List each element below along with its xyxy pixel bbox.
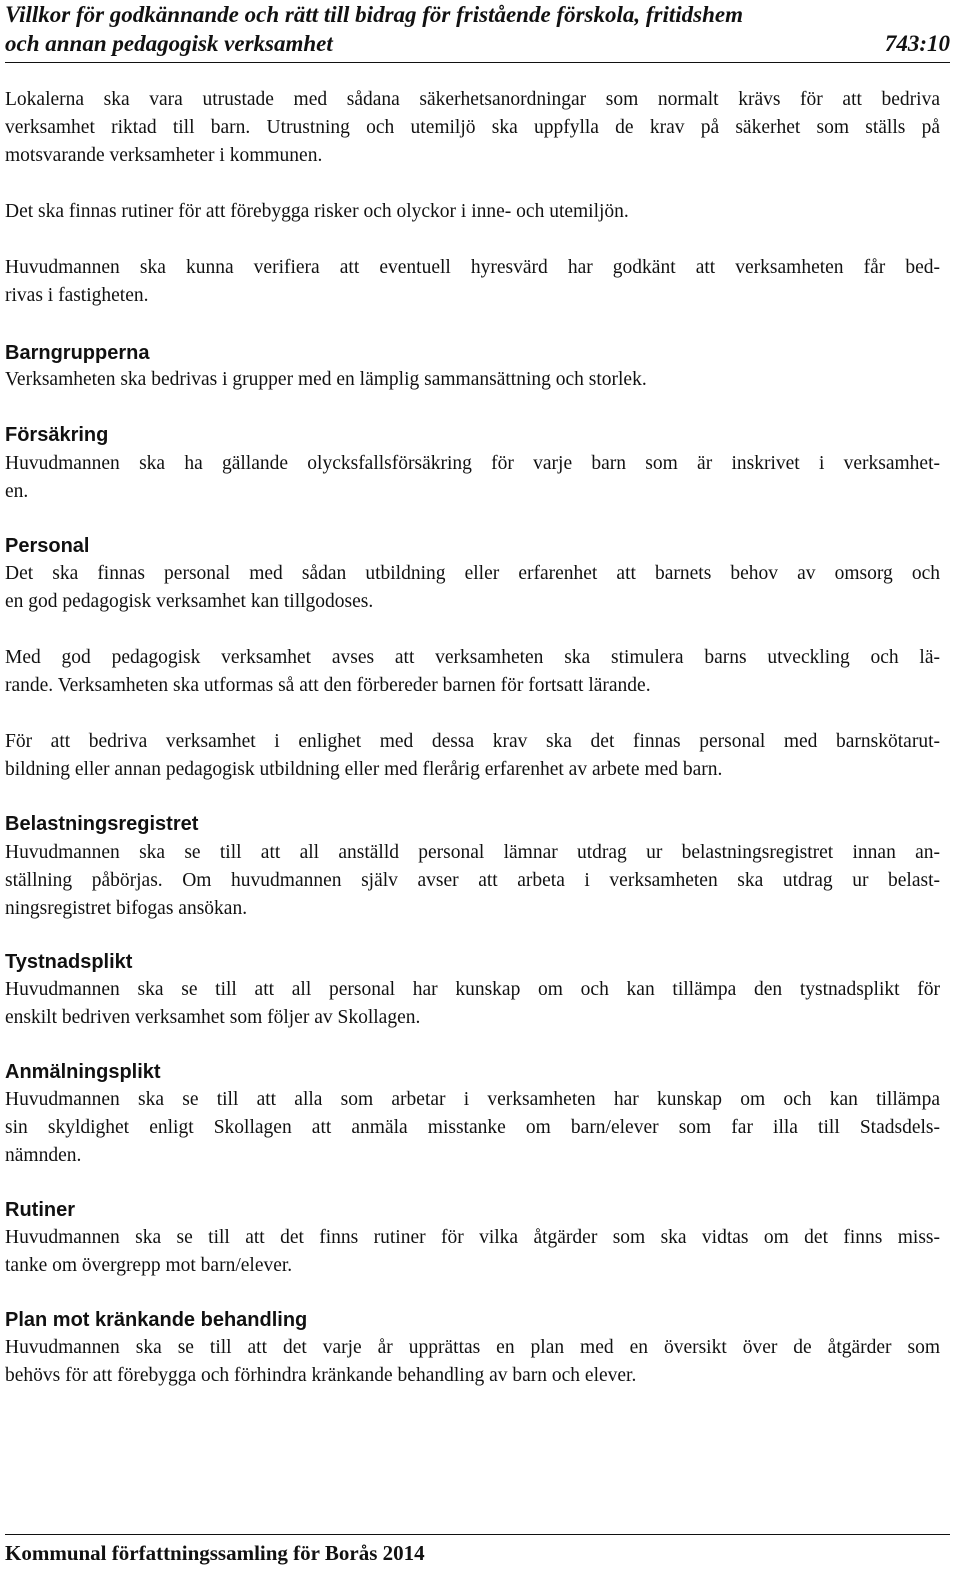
text-line: ningsregistret bifogas ansökan.: [5, 898, 248, 919]
text-line: enskilt bedriven verksamhet som följer av Skollagen.: [5, 1007, 421, 1028]
page-footer: Kommunal författningssamling för Borås 2014: [5, 1534, 950, 1567]
paragraph-belastningsregistret: [5, 839, 940, 923]
text-line: Huvudmannen ska se till att all personal har kunskap om och kan tillämpa den tystnadsplikt för: [5, 979, 940, 1000]
paragraph-tystnadsplikt: [5, 976, 940, 1032]
page-header: [5, 0, 950, 63]
text-line: Huvudmannen ska se till att alla som arbetar i verksamheten har kunskap om och kan tillämpa: [5, 1089, 940, 1110]
text-line: en.: [5, 481, 29, 502]
text-line: verksamhet riktad till barn. Utrustning och utemiljö ska uppfylla de krav på säkerhet som ställs på: [5, 117, 940, 138]
text-line: Verksamheten ska bedrivas i grupper med en lämplig sammansättning och storlek.: [5, 369, 647, 390]
paragraph-plan: [5, 1334, 940, 1390]
heading-personal: Personal: [5, 535, 90, 557]
paragraph-forsakring: [5, 450, 940, 506]
text-line: bildning eller annan pedagogisk utbildning eller med flerårig erfarenhet av arbete med barn.: [5, 759, 723, 780]
paragraph-personal-1: [5, 560, 940, 616]
paragraph-rutiner-risker: [5, 198, 940, 226]
paragraph-personal-3: [5, 728, 940, 784]
paragraph-anmalningsplikt: [5, 1086, 940, 1170]
text-line: sin skyldighet enligt Skollagen att anmäla misstanke om barn/elever som far illa till Stadsdels-: [5, 1117, 940, 1138]
heading-barngrupperna: Barngrupperna: [5, 342, 150, 364]
text-line: rande. Verksamheten ska utformas så att den förbereder barnen för fortsatt lärande.: [5, 675, 651, 696]
text-line: Med god pedagogisk verksamhet avses att verksamheten ska stimulera barns utveckling och lä-: [5, 647, 940, 668]
heading-anmalningsplikt: Anmälningsplikt: [5, 1061, 161, 1083]
paragraph-rutiner: [5, 1224, 940, 1280]
text-line: Huvudmannen ska se till att det finns rutiner för vilka åtgärder som ska vidtas om det finns miss-: [5, 1227, 940, 1248]
heading-rutiner: Rutiner: [5, 1199, 75, 1221]
document-title-line-2: och annan pedagogisk verksamhet: [5, 31, 333, 56]
text-line: Huvudmannen ska kunna verifiera att eventuell hyresvärd har godkänt att verksamheten får bed-: [5, 257, 940, 278]
text-line: tanke om övergrepp mot barn/elever.: [5, 1255, 293, 1276]
section-code: 743:10: [884, 31, 950, 56]
text-line: Huvudmannen ska se till att all anställd personal lämnar utdrag ur belastningsregistret innan an-: [5, 842, 940, 863]
text-line: en god pedagogisk verksamhet kan tillgodoses.: [5, 591, 374, 612]
heading-plan-mot-krankande-behandling: Plan mot kränkande behandling: [5, 1309, 308, 1331]
document-title-line-1: Villkor för godkännande och rätt till bidrag för fristående förskola, fritidshem: [5, 2, 743, 27]
heading-forsakring: Försäkring: [5, 424, 109, 446]
paragraph-lokaler: [5, 86, 940, 170]
paragraph-hyresvard: [5, 254, 940, 310]
text-line: nämnden.: [5, 1145, 82, 1166]
text-line: behövs för att förebygga och förhindra kränkande behandling av barn och elever.: [5, 1365, 637, 1386]
heading-tystnadsplikt: Tystnadsplikt: [5, 951, 133, 973]
heading-belastningsregistret: Belastningsregistret: [5, 813, 199, 835]
text-line: ställning påbörjas. Om huvudmannen själv avser att arbeta i verksamheten ska utdrag ur belast-: [5, 870, 940, 891]
paragraph-barngrupperna: [5, 366, 940, 394]
text-line: Huvudmannen ska ha gällande olycksfallsförsäkring för varje barn som är inskrivet i verksamhet-: [5, 453, 940, 474]
text-line: För att bedriva verksamhet i enlighet med dessa krav ska det finnas personal med barnskötarut-: [5, 731, 940, 752]
text-line: Det ska finnas personal med sådan utbildning eller erfarenhet att barnets behov av omsorg och: [5, 563, 940, 584]
text-line: Huvudmannen ska se till att det varje år upprättas en plan med en översikt över de åtgärder som: [5, 1337, 940, 1358]
text-line: Det ska finnas rutiner för att förebygga risker och olyckor i inne- och utemiljön.: [5, 201, 629, 222]
text-line: rivas i fastigheten.: [5, 285, 149, 306]
text-line: Lokalerna ska vara utrustade med sådana säkerhetsanordningar som normalt krävs för att bedriva: [5, 89, 940, 110]
paragraph-personal-2: [5, 644, 940, 700]
text-line: motsvarande verksamheter i kommunen.: [5, 145, 323, 166]
